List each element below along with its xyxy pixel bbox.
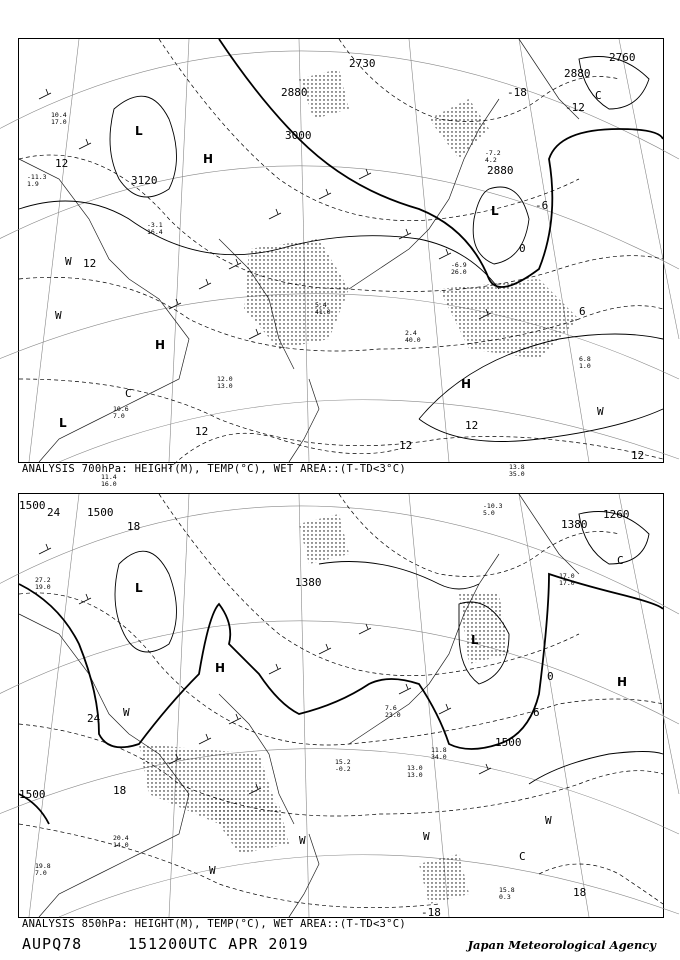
station-report: 23.0 [385, 711, 401, 719]
temp-label: 12 [55, 157, 69, 170]
height-label: 1380 [561, 518, 588, 531]
cold-marker: C [519, 850, 526, 863]
station-report: 13.0 [407, 771, 423, 779]
high-marker: H [215, 661, 226, 675]
station-report: -6.9 [451, 261, 467, 269]
temp-label: 12 [195, 425, 209, 438]
station-report: 5.0 [483, 509, 495, 517]
map-panel-850hpa [18, 493, 664, 918]
panel-caption-850hpa: ANALYSIS 850hPa: HEIGHT(M), TEMP(°C), WET AREA::(T-TD<3°C) [22, 918, 407, 930]
station-report: 40.0 [405, 336, 421, 344]
warm-marker: W [597, 405, 604, 418]
station-report: 2.4 [405, 329, 417, 337]
station-report: 13.0 [217, 382, 233, 390]
temp-label: 12 [465, 419, 479, 432]
coastline [19, 494, 579, 917]
temp-label: -12 [565, 101, 585, 114]
station-report: 1.9 [27, 180, 39, 188]
graticule [0, 494, 679, 917]
station-report: 13.0 [407, 764, 423, 772]
temp-label: 18 [573, 886, 587, 899]
station-report: 19.0 [35, 583, 51, 591]
height-label: 1500 [19, 499, 46, 512]
temp-label: 24 [47, 506, 61, 519]
station-report: 15.8 [499, 886, 515, 894]
station-report: 7.0 [113, 412, 125, 420]
wind-barbs [39, 544, 491, 794]
station-report: -3.1 [147, 221, 163, 229]
station-report: 13.8 [509, 463, 525, 471]
station-report: 35.0 [509, 470, 525, 478]
cold-marker: C [595, 89, 602, 102]
temp-label: 12 [83, 257, 97, 270]
station-report: 16.0 [101, 480, 117, 488]
height-label: 2730 [349, 57, 376, 70]
station-report: -0.2 [335, 765, 351, 773]
station-report: -10.3 [483, 502, 503, 510]
warm-marker: W [65, 255, 72, 268]
station-report: 20.4 [113, 834, 129, 842]
temp-label: 6 [579, 305, 586, 318]
station-report: -11.3 [27, 173, 47, 181]
low-marker: L [135, 581, 143, 595]
low-marker: L [59, 416, 67, 430]
panel-caption-700hpa: ANALYSIS 700hPa: HEIGHT(M), TEMP(°C), WET AREA::(T-TD<3°C) [22, 463, 407, 475]
temp-label: 12 [631, 449, 645, 462]
warm-marker: W [299, 834, 306, 847]
height-label: 3120 [131, 174, 158, 187]
station-report: -7.2 [485, 149, 501, 157]
warm-marker: W [123, 706, 130, 719]
temp-label: -18 [507, 86, 527, 99]
height-label: 1380 [295, 576, 322, 589]
station-report: 11.8 [431, 746, 447, 754]
station-report: 26.0 [451, 268, 467, 276]
height-label: 1500 [87, 506, 114, 519]
warm-marker: W [55, 309, 62, 322]
station-report: 27.2 [35, 576, 51, 584]
low-marker: L [491, 204, 499, 218]
station-report: 0.3 [499, 893, 511, 901]
height-label: 1260 [603, 508, 630, 521]
height-label: 1500 [19, 788, 46, 801]
station-report: 7.0 [35, 869, 47, 877]
cold-marker: C [125, 387, 132, 400]
station-report: 19.8 [35, 862, 51, 870]
station-report: 12.0 [217, 375, 233, 383]
height-label: 1500 [495, 736, 522, 749]
temp-label: 6 [533, 706, 540, 719]
station-report: 34.0 [431, 753, 447, 761]
station-report: 17.0 [51, 118, 67, 126]
station-report: 1.0 [579, 362, 591, 370]
high-marker: H [461, 377, 472, 391]
station-report: 10.4 [51, 111, 67, 119]
station-report: 11.4 [101, 473, 117, 481]
low-marker: L [135, 124, 143, 138]
map-850hpa-canvas [19, 494, 663, 917]
station-report: 6.8 [579, 355, 591, 363]
station-report: 5.4 [315, 301, 327, 309]
station-report: 15.2 [335, 758, 351, 766]
agency-name: Japan Meteorological Agency [467, 938, 656, 952]
temp-label: 0 [547, 670, 554, 683]
station-report: 4.2 [485, 156, 497, 164]
wet-area [139, 514, 509, 904]
warm-marker: W [545, 814, 552, 827]
warm-marker: W [423, 830, 430, 843]
low-marker: L [471, 633, 479, 647]
wet-area [244, 69, 579, 359]
valid-time: 151200UTC APR 2019 [128, 935, 309, 953]
height-label: 2760 [609, 51, 636, 64]
station-report: 41.0 [315, 308, 331, 316]
height-label: 2880 [564, 67, 591, 80]
station-report: 14.0 [113, 841, 129, 849]
high-marker: H [617, 675, 628, 689]
height-label: 3000 [285, 129, 312, 142]
temp-label: 18 [127, 520, 141, 533]
station-report: 16.4 [147, 228, 163, 236]
high-marker: H [203, 152, 214, 166]
product-code: AUPQ78 [22, 935, 83, 953]
height-label: 2880 [281, 86, 308, 99]
temp-label: 18 [113, 784, 127, 797]
temp-label: 24 [87, 712, 101, 725]
station-report: 17.0 [559, 579, 575, 587]
station-report: 10.6 [113, 405, 129, 413]
station-report: 7.6 [385, 704, 397, 712]
cold-marker: C [617, 554, 624, 567]
temp-label: -18 [421, 906, 441, 919]
height-contours [19, 57, 663, 442]
warm-marker: W [209, 864, 216, 877]
station-report: 17.0 [559, 572, 575, 580]
temp-label: -6 [535, 199, 549, 212]
height-label: 2880 [487, 164, 514, 177]
temp-label: 12 [399, 439, 413, 452]
temp-label: 0 [519, 242, 526, 255]
height-contours [115, 512, 663, 785]
high-marker: H [155, 338, 166, 352]
